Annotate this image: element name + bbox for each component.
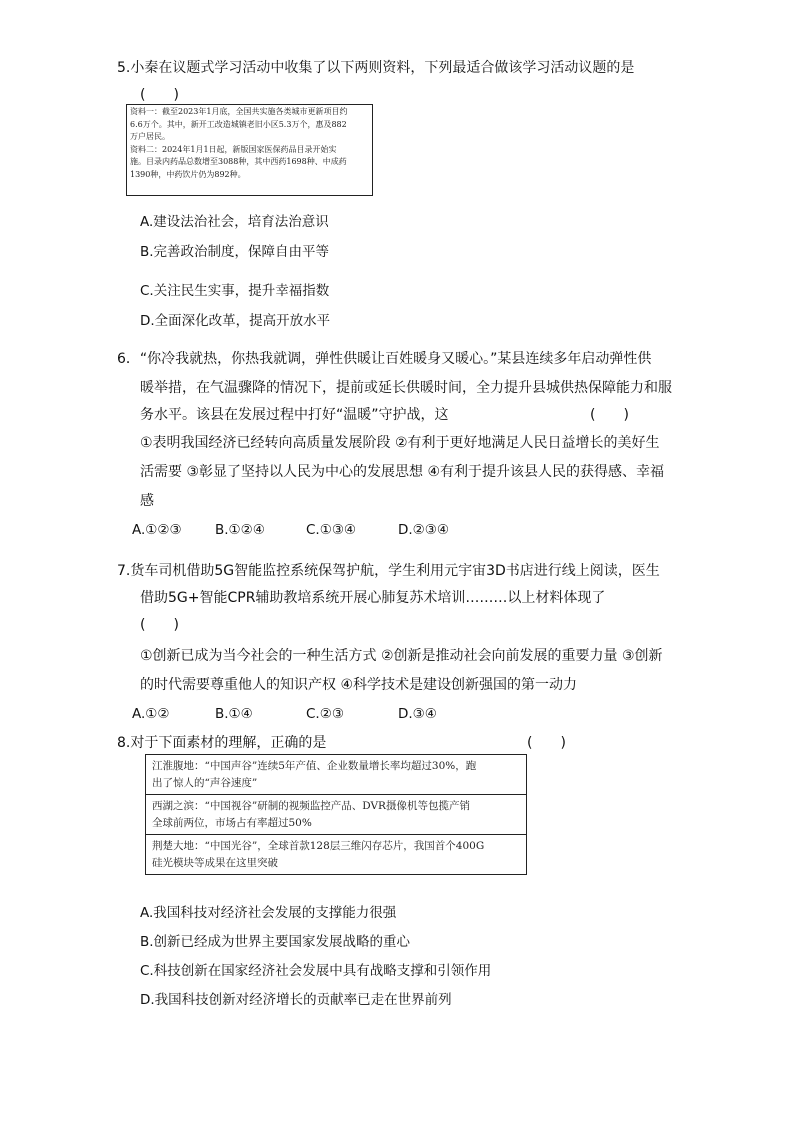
q6-option-a[interactable]: A.①②③ <box>132 522 182 538</box>
q5-material-line: 6.6万个。其中，新开工改造城镇老旧小区5.3万个，惠及882 <box>130 119 347 129</box>
table-cell-line: 出了惊人的“声谷速度” <box>152 777 258 789</box>
q7-statement-line: ①创新已成为当今社会的一种生活方式 ②创新是推动社会向前发展的重要力量 ③创新 <box>140 648 663 664</box>
table-row <box>146 755 527 795</box>
q5-material-line: 资料一：截至2023年1月底，全国共实施各类城市更新项目约 <box>130 107 348 116</box>
q7-option-b[interactable]: B.①④ <box>215 706 253 722</box>
q7-option-a[interactable]: A.①② <box>132 706 170 722</box>
table-cell-line: 荆楚大地：“中国光谷”，全球首款128层三维闪存芯片，我国首个400G <box>152 840 485 852</box>
q5-material-line: 1390种，中药饮片仍为892种。 <box>130 169 246 179</box>
q5-option-d[interactable]: D.全面深化改革，提高开放水平 <box>140 313 331 329</box>
q6-statement-line: ①表明我国经济已经转向高质量发展阶段 ②有利于更好地满足人民日益增长的美好生 <box>140 435 660 451</box>
table-cell-line: 全球前两位，市场占有率超过50% <box>152 817 312 829</box>
q5-material-box <box>126 104 373 196</box>
q8-option-a[interactable]: A.我国科技对经济社会发展的支撑能力很强 <box>140 905 397 921</box>
q7-option-c[interactable]: C.②③ <box>306 706 344 722</box>
q7-stem-line: 借助5G+智能CPR辅助教培系统开展心肺复苏术培训………以上材料体现了 <box>140 590 606 606</box>
q6-stem-line: 6．“你冷我就热，你热我就调，弹性供暖让百姓暖身又暖心。”某县连续多年启动弹性供 <box>117 351 652 367</box>
q7-option-d[interactable]: D.③④ <box>398 706 437 722</box>
q5-material-line: 万户居民。 <box>130 132 170 141</box>
q6-statement-line: 活需要 ③彰显了坚持以人民为中心的发展思想 ④有利于提升该县人民的获得感、幸福 <box>140 464 664 480</box>
q7-stem-line: 7.货车司机借助5G智能监控系统保驾护航，学生利用元宇宙3D书店进行线上阅读，医生 <box>117 563 660 579</box>
q5-stem: 5.小秦在议题式学习活动中收集了以下两则资料，下列最适合做该学习活动议题的是 <box>117 60 635 76</box>
table-row <box>146 835 527 875</box>
table-cell <box>146 755 527 795</box>
q5-option-b[interactable]: B.完善政治制度，保障自由平等 <box>140 244 330 260</box>
q5-material-line: 资料二：2024年1月1日起，新版国家医保药品目录开始实 <box>130 144 337 154</box>
q6-option-d[interactable]: D.②③④ <box>398 522 449 538</box>
table-cell <box>146 795 527 835</box>
q6-option-c[interactable]: C.①③④ <box>306 522 357 538</box>
q6-stem-line: 暖举措，在气温骤降的情况下，提前或延长供暖时间，全力提升县城供热保障能力和服 <box>140 380 672 396</box>
q8-option-d[interactable]: D.我国科技创新对经济增长的贡献率已走在世界前列 <box>140 992 452 1008</box>
q5-option-a[interactable]: A.建设法治社会，培育法治意识 <box>140 214 329 230</box>
q6-option-b[interactable]: B.①②④ <box>215 522 265 538</box>
q7-statement-line: 的时代需要尊重他人的知识产权 ④科学技术是建设创新强国的第一动力 <box>140 677 577 693</box>
q6-stem-line: 务水平。该县在发展过程中打好“温暖”守护战，这 <box>140 407 449 423</box>
q8-option-c[interactable]: C.科技创新在国家经济社会发展中具有战略支撑和引领作用 <box>140 963 492 979</box>
q7-answer-bracket: ( ) <box>140 617 179 633</box>
q6-statement-line: 感 <box>140 493 154 509</box>
table-cell-line: 硅光模块等成果在这里突破 <box>152 857 278 869</box>
q8-stem: 8.对于下面素材的理解，正确的是 <box>117 735 327 751</box>
q8-answer-bracket: ( ) <box>527 735 566 751</box>
table-cell-line: 江淮腹地：“中国声谷”连续5年产值、企业数量增长率均超过30%，跑 <box>152 760 477 772</box>
table-cell-line: 西湖之滨：“中国视谷”研制的视频监控产品、DVR摄像机等包揽产销 <box>152 800 470 812</box>
q8-option-b[interactable]: B.创新已经成为世界主要国家发展战略的重心 <box>140 934 411 950</box>
q5-material-line: 施。目录内药品总数增至3088种，其中西药1698种、中成药 <box>130 157 347 166</box>
q8-material-table <box>145 754 527 875</box>
table-cell <box>146 835 527 875</box>
table-row <box>146 795 527 835</box>
q5-answer-bracket: ( ) <box>140 87 179 103</box>
q5-option-c[interactable]: C.关注民生实事，提升幸福指数 <box>140 283 330 299</box>
q6-answer-bracket: ( ) <box>590 407 629 423</box>
